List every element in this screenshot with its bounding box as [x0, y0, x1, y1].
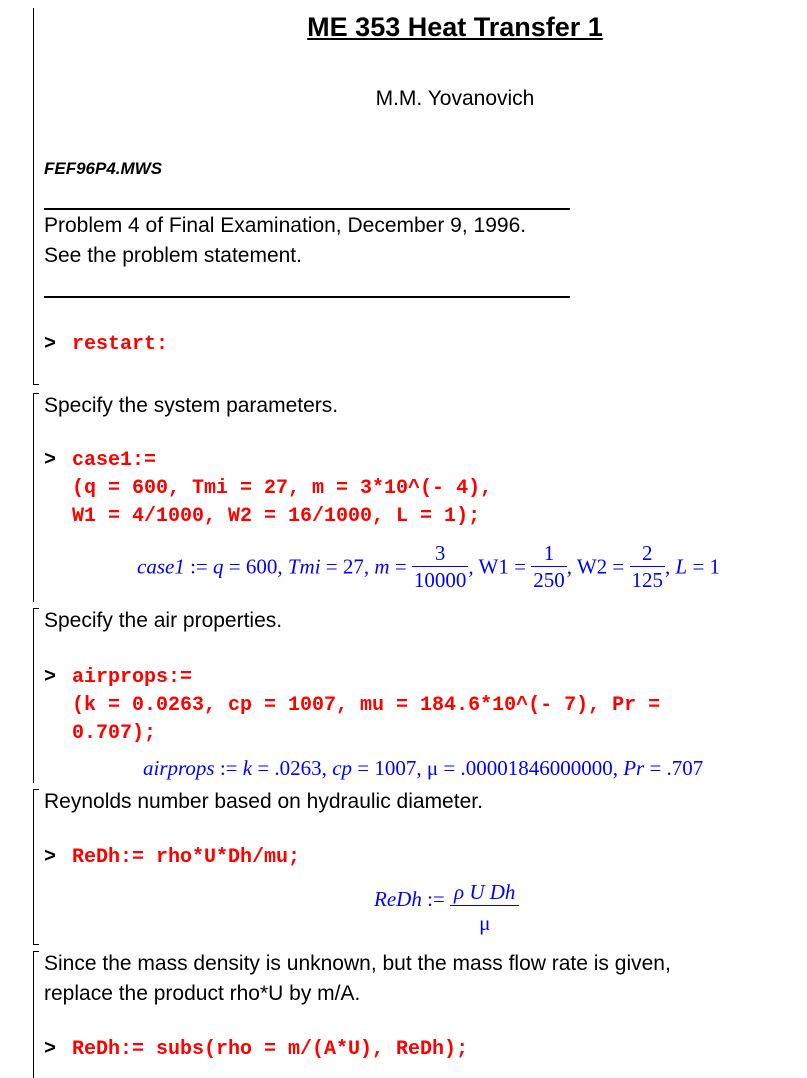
- prompt-marker: >: [44, 666, 57, 689]
- var-w1: W1 =: [478, 554, 526, 579]
- denominator: 125: [631, 568, 663, 592]
- assign-op: :=: [427, 887, 445, 912]
- denominator: 250: [533, 568, 565, 592]
- command-line: 0.707);: [72, 722, 157, 745]
- val-tmi: = 27,: [325, 554, 370, 579]
- subs-command-input[interactable]: ReDh:= subs(rho = m/(A*U), ReDh);: [72, 1038, 469, 1061]
- assign-op: :=: [190, 554, 208, 579]
- var-mu: μ: [426, 756, 439, 780]
- var-tmi: Tmi: [287, 554, 321, 579]
- fraction-w1: [531, 540, 567, 593]
- val-k: = .0263,: [257, 756, 327, 780]
- section4-text-line-1: Since the mass density is unknown, but the mass flow rate is given,: [44, 952, 671, 975]
- redh-output: [374, 879, 519, 936]
- var-w2: W2 =: [576, 554, 625, 579]
- group-bracket-section2: [33, 608, 39, 783]
- separator: ,: [468, 554, 474, 579]
- separator: ,: [566, 554, 572, 579]
- var-l: L: [675, 554, 688, 579]
- intro-line-2: See the problem statement.: [44, 244, 302, 267]
- prompt-marker: >: [44, 846, 57, 869]
- group-bracket-section1: [33, 393, 39, 602]
- numerator: 2: [642, 541, 653, 565]
- airprops-command-input[interactable]: [72, 664, 660, 748]
- prompt-marker: >: [44, 449, 57, 472]
- section3-text: Reynolds number based on hydraulic diameter.: [44, 790, 483, 813]
- case1-command-input[interactable]: [72, 447, 492, 531]
- val-q: = 600,: [228, 554, 283, 579]
- val-cp: = 1007,: [357, 756, 422, 780]
- output-name: ReDh: [374, 887, 422, 912]
- var-pr: Pr: [623, 756, 645, 780]
- worksheet-filename: FEF96P4.MWS: [44, 159, 163, 178]
- numerator: 3: [434, 541, 446, 565]
- section2-text: Specify the air properties.: [44, 609, 283, 632]
- group-bracket-intro: [33, 8, 39, 385]
- group-bracket-section4: [33, 951, 39, 1078]
- command-line: case1:=: [72, 449, 157, 472]
- numerator: 1: [543, 541, 555, 565]
- section1-text: Specify the system parameters.: [44, 394, 339, 417]
- fraction-m: [412, 540, 469, 593]
- command-line: (k = 0.0263, cp = 1007, mu = 184.6*10^(- 7), Pr =: [72, 694, 661, 717]
- val-mu: = .00001846000000,: [443, 756, 618, 780]
- val-pr: = .707: [649, 756, 704, 780]
- eq-m: =: [394, 554, 407, 579]
- val-l: = 1: [692, 554, 721, 579]
- output-name: airprops: [143, 756, 215, 780]
- intro-line-1: Problem 4 of Final Examination, December 9, 1996.: [44, 214, 527, 237]
- case1-output: [137, 542, 720, 595]
- assign-op: :=: [219, 756, 238, 780]
- numerator: ρ U Dh: [454, 880, 516, 904]
- denominator: μ: [450, 905, 519, 936]
- command-line: W1 = 4/1000, W2 = 16/1000, L = 1);: [72, 505, 481, 528]
- var-cp: cp: [332, 756, 353, 780]
- var-q: q: [213, 554, 224, 579]
- author-name: M.M. Yovanovich: [375, 87, 535, 110]
- denominator: 10000: [413, 568, 467, 592]
- fraction-redh: [450, 879, 519, 936]
- group-bracket-section3: [33, 789, 39, 945]
- redh-command-input[interactable]: ReDh:= rho*U*Dh/mu;: [72, 846, 301, 869]
- section4-text-line-2: replace the product rho*U by m/A.: [44, 982, 361, 1005]
- restart-command[interactable]: restart:: [72, 333, 169, 356]
- airprops-output: [143, 756, 703, 781]
- output-name: case1: [137, 554, 185, 579]
- var-k: k: [242, 756, 253, 780]
- prompt-marker: >: [44, 333, 57, 356]
- var-m: m: [374, 554, 390, 579]
- command-line: airprops:=: [72, 666, 193, 689]
- page-title: ME 353 Heat Transfer 1: [307, 12, 603, 42]
- divider-bottom: [44, 296, 570, 298]
- divider-top: [44, 208, 570, 210]
- prompt-marker: >: [44, 1038, 57, 1061]
- command-line: (q = 600, Tmi = 27, m = 3*10^(- 4),: [72, 477, 493, 500]
- fraction-w2: [630, 540, 666, 593]
- separator: ,: [665, 554, 671, 579]
